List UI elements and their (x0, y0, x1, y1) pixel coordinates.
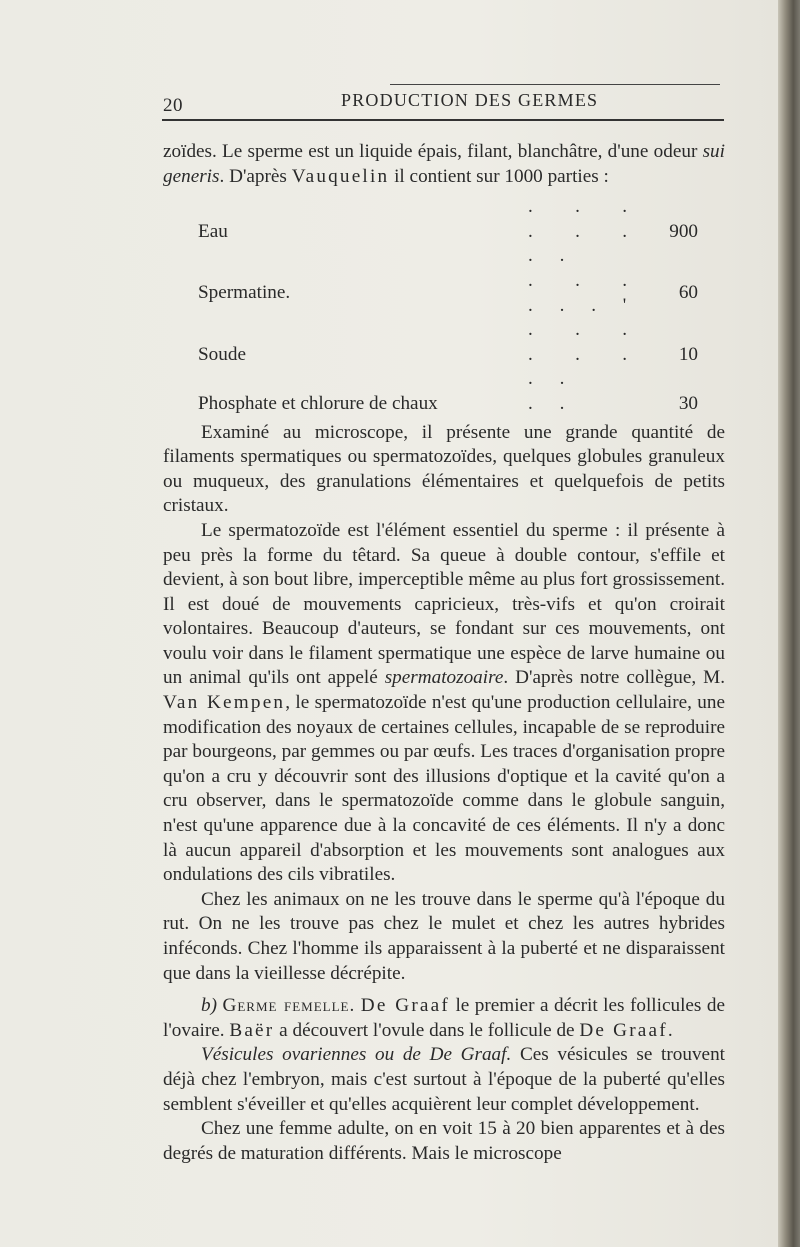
paragraph-microscope: Examiné au microscope, il présente une grande quantité de filaments spermatiques ou spermatozoïdes, quelques globules granuleux ou muqueux, des granulations élémentaires et quelquefois de petits cristaux. (163, 421, 725, 517)
component-label: Phosphate et chlorure de chaux (198, 392, 438, 414)
page-edge (778, 0, 800, 1247)
leader-dots: . . . . . . . . (528, 319, 638, 390)
intro-paragraph: zoïdes. Le sperme est un liquide épais, filant, blanchâtre, d'une odeur sui generis. D'après Vauquelin il contient sur 1000 parties : (163, 141, 725, 187)
component-value: 900 (669, 220, 698, 242)
paragraph-vesicules: Vésicules ovariennes ou de De Graaf. Ces vésicules se trouvent déjà chez l'embryon, mais c'est surtout à l'époque de la puberté qu'elles semblent s'éveiller et qu'elles acquièrent leur complet développement. (163, 1044, 725, 1115)
page-number: 20 (163, 95, 183, 116)
paragraph-animaux: Chez les animaux on ne les trouve dans le sperme qu'à l'époque du rut. On ne les trouve pas chez le mulet et chez les autres hybrides inféconds. Chez l'homme ils apparaissent à la puberté et ne disparaissent que dans la vieillesse décrépite. (163, 888, 725, 984)
component-value: 10 (678, 343, 698, 365)
top-rule (390, 84, 720, 85)
component-label: Eau (198, 220, 228, 242)
component-value: 60 (678, 282, 698, 304)
component-label: Spermatine. (198, 282, 291, 304)
header-rule (162, 119, 724, 121)
table-row (163, 269, 698, 318)
table-row (163, 392, 698, 417)
leader-dots: . . . . . . . . (528, 196, 638, 267)
component-label: Soude (198, 343, 246, 365)
paragraph-femme-adulte: Chez une femme adulte, on en voit 15 à 20 bien apparentes et à des degrés de maturation différents. Mais le microscope (163, 1118, 725, 1164)
table-row (163, 195, 698, 269)
paragraph-spermatozoide: Le spermatozoïde est l'élément essentiel du sperme : il présente à peu près la forme du têtard. Sa queue à double contour, s'effile et devient, à son bout libre, imperceptible même au plus fort grossissement. Il est doué de mouvements capricieux, très-vifs et qu'on croirait volontaires. Beaucoup d'auteurs, se fondant sur ces mouvements, ont voulu voir dans le filament spermatique une espèce de larve humaine ou un animal qu'ils ont appelé spermatozoaire. D'après notre collègue, M. Van Kempen, le spermatozoïde n'est qu'une production cellulaire, une modification des noyaux de certaines cellules, incapable de se reproduire par bourgeons, par gemmes ou par œufs. Les traces d'organisation propre qu'on a cru y découvrir sont des illusions d'optique et la cavité qu'on a cru observer, dans le spermatozoïde comme dans le globule sanguin, n'est qu'une apparence due à la concavité de ces éléments. Il n'y a donc là aucun appareil d'absorption et les mouvements sont analogues aux ondulations des cils vibratiles. (163, 519, 726, 886)
leader-dots: . . . . . . ' (528, 269, 638, 316)
section-heading: Germe femelle. (222, 995, 356, 1017)
table-row (163, 318, 698, 392)
leader-dots: . . (528, 392, 576, 414)
paragraph-germe-femelle: b) Germe femelle. De Graaf le premier a décrit les follicules de l'ovaire. Baër a découvert l'ovule dans le follicule de De Graaf. (163, 995, 726, 1041)
composition-table (163, 195, 698, 416)
component-value: 30 (678, 392, 698, 414)
page-body (163, 140, 725, 1166)
running-head: PRODUCTION DES GERMES (341, 90, 599, 110)
